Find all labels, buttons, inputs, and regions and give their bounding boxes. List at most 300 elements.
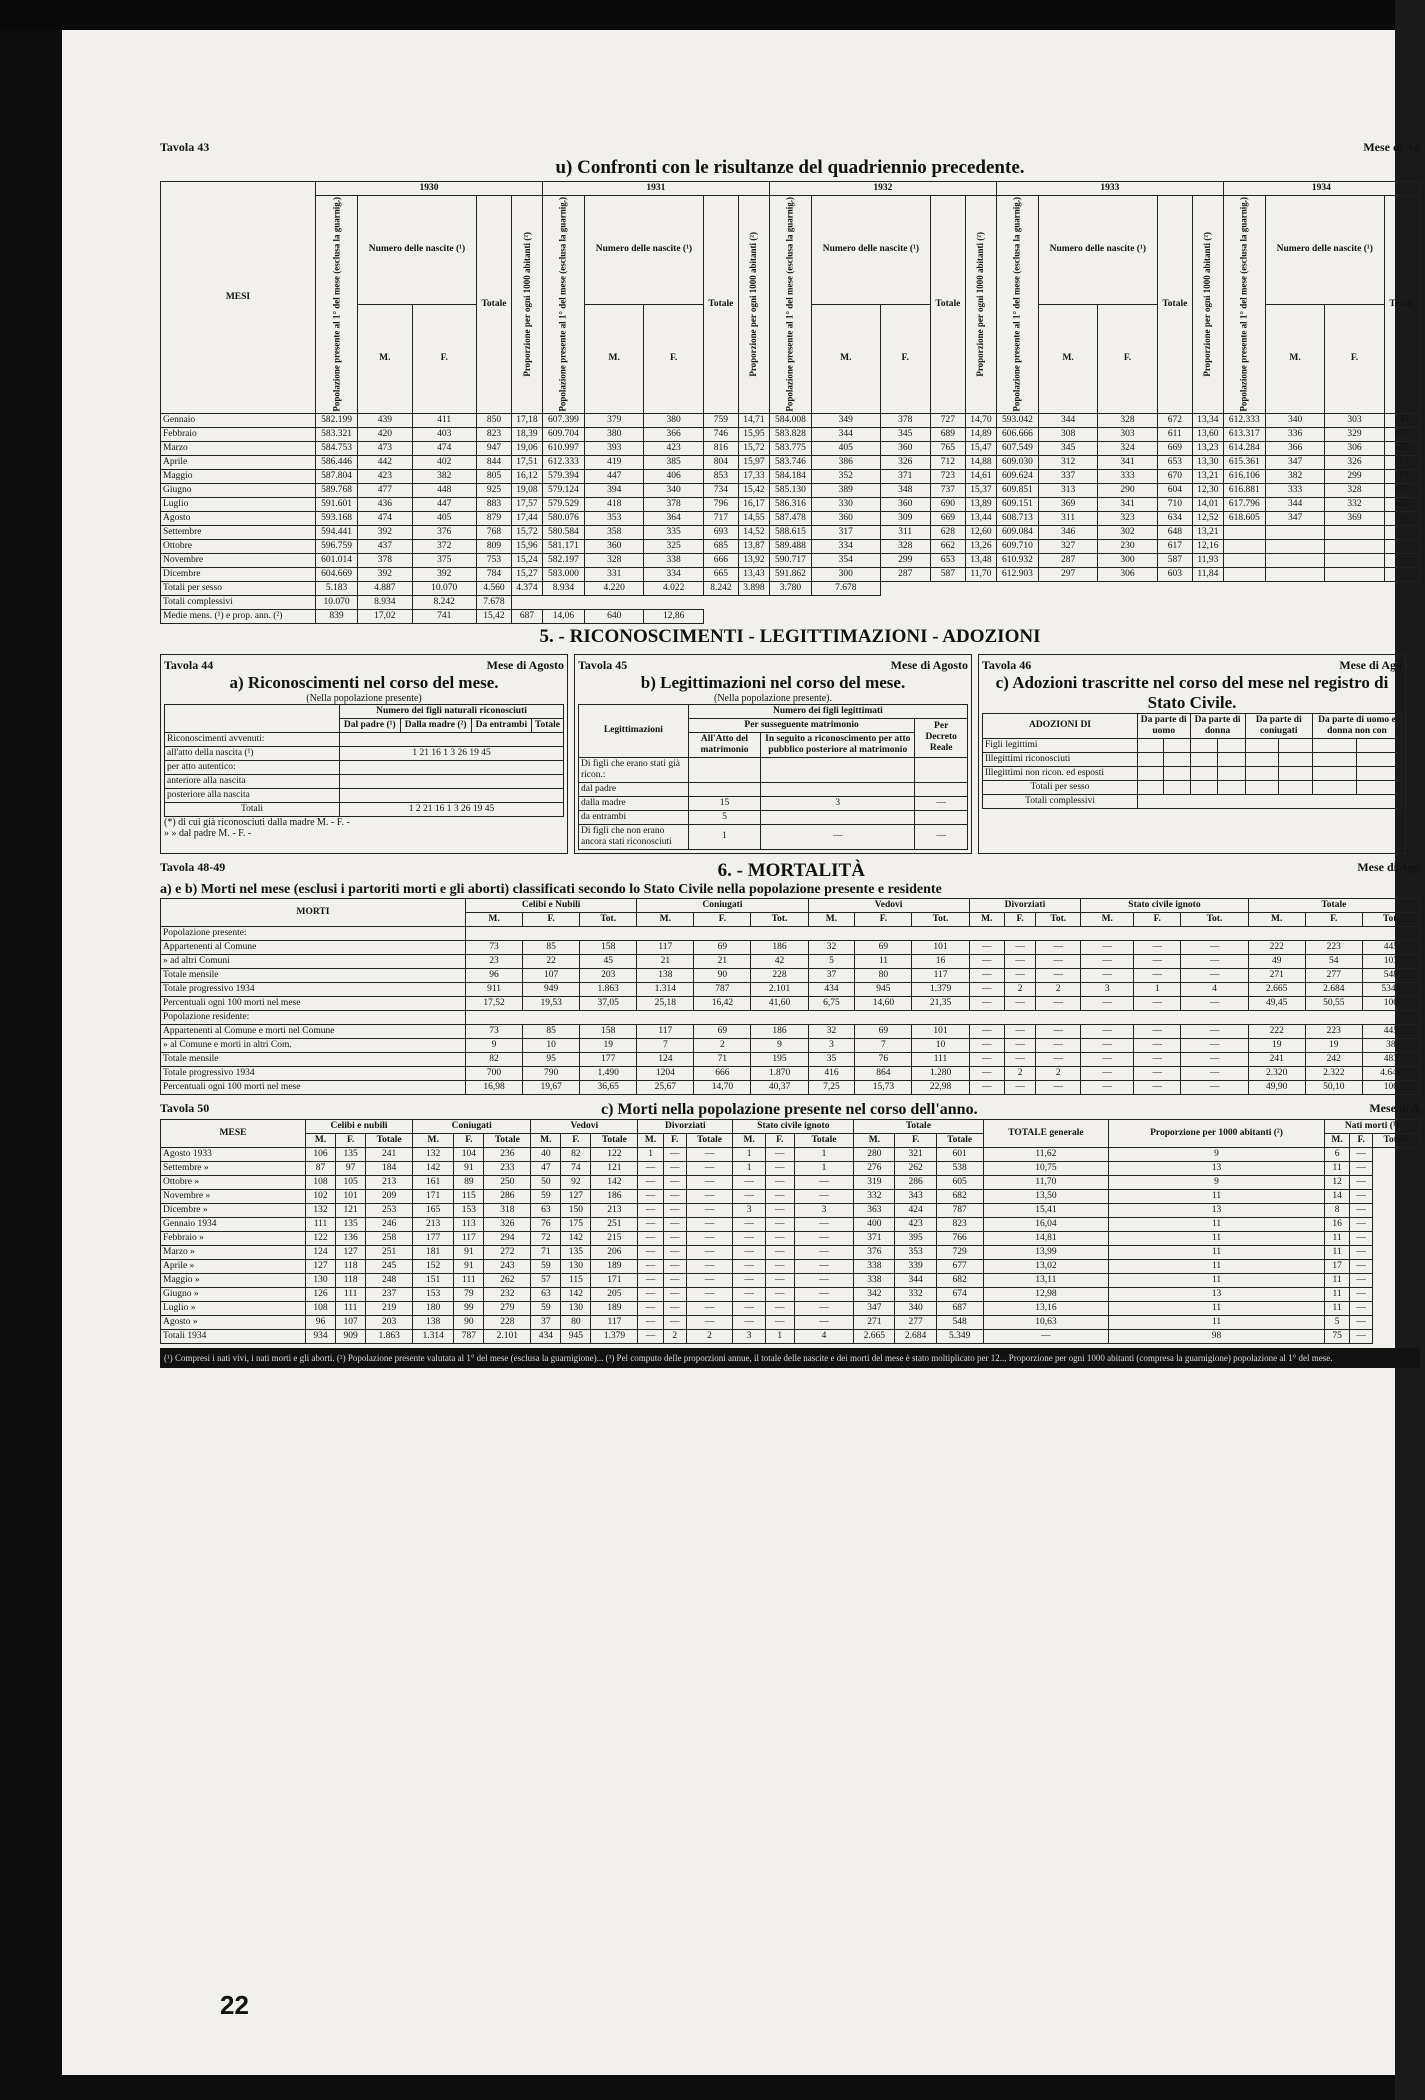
- u-cell: 589.488: [769, 539, 811, 553]
- u-cell: 358: [585, 525, 644, 539]
- u-tot-compl-cell: 7.678: [476, 595, 511, 609]
- u-cell: 344: [1265, 497, 1324, 511]
- u-cell: [1325, 539, 1384, 553]
- t50-cell: —: [765, 1203, 794, 1217]
- t50-cell: 13: [1109, 1203, 1325, 1217]
- t50-cell: —: [794, 1301, 854, 1315]
- t50-cell: 118: [336, 1259, 366, 1273]
- u-cell: 12,60: [965, 525, 996, 539]
- t50-cell: 605: [936, 1175, 983, 1189]
- u-cell: 723: [930, 469, 965, 483]
- m-cell: 10: [523, 1038, 580, 1052]
- m-group: Vedovi: [808, 898, 969, 912]
- m-cell: —: [1134, 968, 1181, 982]
- m-cell: 124: [637, 1052, 694, 1066]
- t50-cell: —: [765, 1273, 794, 1287]
- t50-cell: —: [1350, 1231, 1373, 1245]
- u-cell: 648: [1157, 525, 1192, 539]
- u-cell: 581.171: [542, 539, 584, 553]
- u-medie-cell: 14,06: [542, 609, 584, 623]
- u-cell: 19,06: [512, 441, 543, 455]
- u-cell: 609.151: [996, 497, 1038, 511]
- m-cell: 158: [580, 1024, 637, 1038]
- t50-tot-cell: 1.314: [413, 1329, 454, 1343]
- t50-sub: F.: [454, 1133, 484, 1147]
- u-cell: 15,27: [512, 567, 543, 581]
- u-cell: 393: [585, 441, 644, 455]
- t50-cell: 153: [454, 1203, 484, 1217]
- t50-cell: —: [686, 1287, 733, 1301]
- t50-cell: —: [733, 1287, 765, 1301]
- u-cell: 612.333: [542, 455, 584, 469]
- m-cell: —: [1004, 1024, 1035, 1038]
- u-cell: 306: [1098, 567, 1157, 581]
- u-cell: 378: [358, 553, 413, 567]
- m-cell: 222: [1248, 1024, 1305, 1038]
- u-month: Ottobre: [161, 539, 316, 553]
- u-cell: 418: [585, 497, 644, 511]
- t50-cell: —: [638, 1161, 664, 1175]
- t50-tot-cell: 945: [561, 1329, 591, 1343]
- m-cell: —: [1004, 940, 1035, 954]
- t50-cell: 9: [1109, 1175, 1325, 1189]
- m-cell: 21,35: [912, 996, 969, 1010]
- u-cell: 369: [1325, 511, 1384, 525]
- u-cell: 717: [703, 511, 738, 525]
- u-cell: 380: [644, 413, 703, 427]
- t50-cell: 787: [936, 1203, 983, 1217]
- t50-cell: 115: [561, 1273, 591, 1287]
- col-m-1: M.: [585, 304, 644, 413]
- u-cell: 669: [1157, 441, 1192, 455]
- u-cell: 670: [1157, 469, 1192, 483]
- t50-cell: 40: [531, 1147, 561, 1161]
- t50-tot-label: Totali 1934: [161, 1329, 306, 1343]
- t50-cell: —: [663, 1301, 686, 1315]
- u-head-row2: [161, 196, 1420, 305]
- t50-cell: —: [638, 1217, 664, 1231]
- u-cell: 474: [358, 511, 413, 525]
- u-cell: 380: [585, 427, 644, 441]
- u-cell: 15,96: [512, 539, 543, 553]
- m-cell: 787: [694, 982, 751, 996]
- t50-sub: F.: [561, 1133, 591, 1147]
- t50-cell: 186: [591, 1189, 638, 1203]
- u-cell: 334: [644, 567, 703, 581]
- t50-month: Febbraio »: [161, 1231, 306, 1245]
- u-cell: 604.669: [316, 567, 358, 581]
- u-cell: 628: [930, 525, 965, 539]
- t44-col-totale: Totale: [531, 718, 563, 732]
- m-cell: 36,65: [580, 1080, 637, 1094]
- m-row: [161, 940, 1420, 954]
- u-cell: 844: [476, 455, 511, 469]
- t50-cell: 6: [1324, 1147, 1350, 1161]
- t50-cell: 371: [854, 1231, 895, 1245]
- m-cell: 40,37: [751, 1080, 808, 1094]
- t50-cell: —: [765, 1147, 794, 1161]
- m-cell: —: [1134, 1052, 1181, 1066]
- t50-cell: 124: [306, 1245, 336, 1259]
- u-cell: 584.184: [769, 469, 811, 483]
- t50-cell: 11: [1109, 1189, 1325, 1203]
- u-tot-sesso-cell: 3.780: [769, 581, 811, 595]
- t50-cell: 87: [306, 1161, 336, 1175]
- t50-group: Divorziati: [638, 1119, 733, 1133]
- table-mortalita: [160, 898, 1420, 1095]
- u-month: Dicembre: [161, 567, 316, 581]
- t45-title: b) Legittimazioni nel corso del mese.: [640, 672, 906, 692]
- t50-cell: 1: [733, 1147, 765, 1161]
- t50-cell: 71: [531, 1245, 561, 1259]
- u-cell: 588.615: [769, 525, 811, 539]
- t50-cell: 138: [413, 1315, 454, 1329]
- u-cell: 617: [1157, 539, 1192, 553]
- u-cell: 382: [1265, 469, 1324, 483]
- m-cell: 11: [855, 954, 912, 968]
- t50-cell: —: [733, 1301, 765, 1315]
- t50-cell: —: [663, 1175, 686, 1189]
- u-row: [161, 525, 1420, 539]
- col-f-4: F.: [1325, 304, 1384, 413]
- t46-row0: Figli legittimi: [983, 738, 1138, 752]
- t50-cell: 276: [854, 1161, 895, 1175]
- t50-cell: 11: [1109, 1301, 1325, 1315]
- t50-body: [161, 1147, 1420, 1343]
- t50-cell: 59: [531, 1189, 561, 1203]
- t46-tsesso: Totali per sesso: [983, 780, 1138, 794]
- m-cell: —: [1181, 1080, 1248, 1094]
- t50-cell: 318: [484, 1203, 531, 1217]
- u-cell: 15,42: [738, 483, 769, 497]
- t50-cell: 286: [484, 1189, 531, 1203]
- t46-col1: Da parte di donna: [1190, 713, 1245, 738]
- u-cell: 349: [811, 413, 880, 427]
- u-tot-sesso-cell: 4.560: [476, 581, 511, 595]
- u-cell: 12,30: [1192, 483, 1223, 497]
- t50-cell: 105: [336, 1175, 366, 1189]
- u-cell: 371: [880, 469, 930, 483]
- u-cell: 347: [1265, 511, 1324, 525]
- m-sub: Tot.: [1362, 912, 1419, 926]
- t50-group: Stato civile ignoto: [733, 1119, 854, 1133]
- t50-cell: 213: [591, 1203, 638, 1217]
- m-row: [161, 926, 1420, 940]
- m-cell: 76: [855, 1052, 912, 1066]
- col-tot-2: Totale: [930, 196, 965, 414]
- m-cell: 49,90: [1248, 1080, 1305, 1094]
- m-cell: 69: [855, 1024, 912, 1038]
- t50-cell: 175: [561, 1217, 591, 1231]
- t50-cell: 682: [936, 1273, 983, 1287]
- t50-cell: 538: [936, 1161, 983, 1175]
- t50-group: Celibi e nubili: [306, 1119, 413, 1133]
- t50-cell: 130: [561, 1301, 591, 1315]
- year-1933: 1933: [996, 182, 1223, 196]
- u-cell: 583.000: [542, 567, 584, 581]
- t50-cell: 37: [531, 1315, 561, 1329]
- u-cell: 477: [358, 483, 413, 497]
- u-cell: 16,12: [512, 469, 543, 483]
- t50-cell: 277: [895, 1315, 936, 1329]
- u-cell: 345: [880, 427, 930, 441]
- m-cell: —: [1036, 1080, 1081, 1094]
- t50-cell: —: [1350, 1273, 1373, 1287]
- t50-cell: 14,81: [983, 1231, 1109, 1245]
- m-cell: 117: [637, 1024, 694, 1038]
- t50-cell: 79: [454, 1287, 484, 1301]
- t50-cell: 151: [413, 1273, 454, 1287]
- t50-cell: —: [663, 1259, 686, 1273]
- t50-month: Gennaio 1934: [161, 1217, 306, 1231]
- m-sub: F.: [694, 912, 751, 926]
- u-cell: 402: [412, 455, 476, 469]
- u-cell: 290: [1098, 483, 1157, 497]
- u-cell: 14,55: [738, 511, 769, 525]
- m-cell: 14,60: [855, 996, 912, 1010]
- u-cell: 737: [930, 483, 965, 497]
- m-cell: 945: [855, 982, 912, 996]
- t50-cell: 117: [591, 1315, 638, 1329]
- t50-cell: 12: [1324, 1175, 1350, 1189]
- m-cell: 5349: [1362, 982, 1419, 996]
- u-cell: 311: [1038, 511, 1097, 525]
- t50-cell: 262: [895, 1161, 936, 1175]
- t44-r2-values: 1 21 16 1 3 26 19 45: [340, 746, 564, 760]
- u-row: [161, 469, 1420, 483]
- m-cell: —: [1036, 1024, 1081, 1038]
- col-pop-0: Popolazione presente al 1° del mese (esclusa la guarnig.): [316, 196, 358, 414]
- u-tot-compl-cell: 8.242: [412, 595, 476, 609]
- u-cell: 334: [811, 539, 880, 553]
- m-cell: 4.642: [1362, 1066, 1419, 1080]
- u-cell: 439: [358, 413, 413, 427]
- t50-cell: 11: [1109, 1273, 1325, 1287]
- u-cell: 587: [930, 567, 965, 581]
- t50-cell: 343: [895, 1189, 936, 1203]
- m-cell: 73: [466, 940, 523, 954]
- m-cell: 49,45: [1248, 996, 1305, 1010]
- m-cell: 69: [855, 940, 912, 954]
- t50-cell: 11: [1109, 1217, 1325, 1231]
- m-cell: 271: [1248, 968, 1305, 982]
- m-cell: 35: [808, 1052, 855, 1066]
- u-cell: 406: [644, 469, 703, 483]
- t50-cell: —: [686, 1189, 733, 1203]
- t50-cell: —: [765, 1315, 794, 1329]
- m-cell: 6,75: [808, 996, 855, 1010]
- u-cell: 17,33: [738, 469, 769, 483]
- t50-cell: —: [686, 1273, 733, 1287]
- m-group: Stato civile ignoto: [1081, 898, 1248, 912]
- t50-cell: —: [638, 1259, 664, 1273]
- t50-cell: 17: [1324, 1259, 1350, 1273]
- m-cell: 9: [466, 1038, 523, 1052]
- t50-cell: 50: [531, 1175, 561, 1189]
- t45-c3: Per Decreto Reale: [915, 718, 968, 757]
- u-cell: 287: [880, 567, 930, 581]
- m-cell: 2: [1004, 1066, 1035, 1080]
- m-cell: —: [1081, 1024, 1134, 1038]
- m-cell: —: [1036, 954, 1081, 968]
- m-sub: M.: [1248, 912, 1305, 926]
- t50-tot-cell: 3: [733, 1329, 765, 1343]
- t50-cell: 339: [895, 1259, 936, 1273]
- t50-group: Vedovi: [531, 1119, 638, 1133]
- mese-label: Mese di Ag: [1363, 140, 1420, 154]
- u-cell: 352: [811, 469, 880, 483]
- t50-group: TOTALE generale: [983, 1119, 1109, 1147]
- u-cell: 366: [644, 427, 703, 441]
- u-cell: 437: [358, 539, 413, 553]
- u-cell: [1223, 539, 1265, 553]
- u-cell: 583.828: [769, 427, 811, 441]
- m-cell: 2: [1036, 982, 1081, 996]
- t44-r2: all'atto della nascita (¹): [165, 746, 340, 760]
- sec6-title: 6. - MORTALITÀ: [717, 859, 865, 881]
- t50-cell: 135: [336, 1147, 366, 1161]
- t50-cell: 280: [854, 1147, 895, 1161]
- m-sub: M.: [969, 912, 1004, 926]
- u-cell: 382: [412, 469, 476, 483]
- m-row: [161, 954, 1420, 968]
- t50-cell: —: [686, 1203, 733, 1217]
- u-cell: 354: [811, 553, 880, 567]
- u-cell: 405: [412, 511, 476, 525]
- m-cell: 186: [751, 940, 808, 954]
- u-cell: 609.704: [542, 427, 584, 441]
- u-tot-sesso-cell: 4.887: [358, 581, 413, 595]
- m-group: Celibi e Nubili: [466, 898, 637, 912]
- t50-mese: Mese di A: [1369, 1100, 1420, 1115]
- m-cell: 2.684: [1305, 982, 1362, 996]
- t50-cell: —: [1350, 1217, 1373, 1231]
- t50-cell: 153: [413, 1287, 454, 1301]
- m-cell: 16,98: [466, 1080, 523, 1094]
- u-cell: 448: [412, 483, 476, 497]
- t50-cell: 142: [413, 1161, 454, 1175]
- u-cell: 616.106: [1223, 469, 1265, 483]
- u-month: Giugno: [161, 483, 316, 497]
- m-cell: 32: [808, 1024, 855, 1038]
- u-cell: 340: [644, 483, 703, 497]
- u-cell: 672: [1157, 413, 1192, 427]
- t50-mese-label: MESE: [161, 1119, 306, 1147]
- m-cell: —: [1181, 1052, 1248, 1066]
- u-month: Aprile: [161, 455, 316, 469]
- u-cell: 609.030: [996, 455, 1038, 469]
- t50-cell: 279: [484, 1301, 531, 1315]
- u-cell: 665: [1384, 427, 1419, 441]
- u-cell: 15,47: [965, 441, 996, 455]
- m-cell: 186: [751, 1024, 808, 1038]
- u-cell: 385: [644, 455, 703, 469]
- t50-cell: 13: [1109, 1287, 1325, 1301]
- morti-label: MORTI: [161, 898, 466, 926]
- t44-title: a) Riconoscimenti nel corso del mese.: [229, 672, 499, 692]
- t50-cell: 11,62: [983, 1147, 1109, 1161]
- u-cell: 325: [644, 539, 703, 553]
- u-month: Marzo: [161, 441, 316, 455]
- u-row: [161, 441, 1420, 455]
- t44-r4: anteriore alla nascita: [165, 774, 340, 788]
- m-cell: —: [1004, 1080, 1035, 1094]
- u-cell: 348: [880, 483, 930, 497]
- t44-mese: Mese di Agosto: [486, 657, 564, 672]
- table-t50: [160, 1119, 1420, 1344]
- t50-cell: —: [765, 1245, 794, 1259]
- m-cell: 1.280: [912, 1066, 969, 1080]
- t45-subtitle: (Nella popolazione presente).: [713, 692, 832, 704]
- t50-cell: 11: [1324, 1301, 1350, 1315]
- u-cell: 589.768: [316, 483, 358, 497]
- t50-cell: 286: [895, 1175, 936, 1189]
- m-cell: —: [1134, 1038, 1181, 1052]
- m-cell: —: [969, 1038, 1004, 1052]
- u-cell: 653: [930, 553, 965, 567]
- u-tot-sesso-cell: 7.678: [811, 581, 880, 595]
- m-cell: 21: [637, 954, 694, 968]
- m-cell: 37,05: [580, 996, 637, 1010]
- u-cell: 596.759: [316, 539, 358, 553]
- t50-cell: —: [1350, 1315, 1373, 1329]
- t50-cell: 251: [366, 1245, 413, 1259]
- m-cell: 2.101: [751, 982, 808, 996]
- t50-cell: 111: [336, 1287, 366, 1301]
- u-cell: 337: [1038, 469, 1097, 483]
- u-cell: 299: [1325, 469, 1384, 483]
- m-cell: 90: [694, 968, 751, 982]
- u-cell: 473: [358, 441, 413, 455]
- u-cell: [1384, 567, 1419, 581]
- m-cell: 19: [1248, 1038, 1305, 1052]
- t50-cell: —: [794, 1315, 854, 1329]
- m-cell: 117: [912, 968, 969, 982]
- u-cell: 423: [644, 441, 703, 455]
- t50-cell: 344: [895, 1273, 936, 1287]
- u-cell: 591.862: [769, 567, 811, 581]
- t50-cell: 15,41: [983, 1203, 1109, 1217]
- u-cell: 12,52: [1192, 511, 1223, 525]
- u-tot-sesso-cell: 5.183: [316, 581, 358, 595]
- u-cell: 328: [585, 553, 644, 567]
- col-f-0: F.: [412, 304, 476, 413]
- m-cell: 1.490: [580, 1066, 637, 1080]
- u-tot-sesso: [161, 581, 1420, 595]
- t50-tot-cell: —: [983, 1329, 1109, 1343]
- m-sub: F.: [1134, 912, 1181, 926]
- t50-cell: 127: [561, 1189, 591, 1203]
- header: [160, 140, 1420, 155]
- u-cell: 612.333: [1223, 413, 1265, 427]
- m-cell: 19: [1305, 1038, 1362, 1052]
- tavola-43-label: Tavola 43: [160, 140, 210, 154]
- u-medie-cell: 687: [512, 609, 543, 623]
- u-cell: 606.666: [996, 427, 1038, 441]
- u-cell: 13,21: [1192, 469, 1223, 483]
- m-cell: 949: [523, 982, 580, 996]
- t50-tot-cell: 934: [306, 1329, 336, 1343]
- m-cell: 50,55: [1305, 996, 1362, 1010]
- t50-cell: 152: [413, 1259, 454, 1273]
- t50-cell: 72: [531, 1231, 561, 1245]
- t50-cell: 63: [531, 1287, 561, 1301]
- t50-cell: 142: [561, 1287, 591, 1301]
- u-cell: 312: [1038, 455, 1097, 469]
- t44-r1: Riconoscimenti avvenuti:: [165, 732, 340, 746]
- t45-tav: Tavola 45: [578, 657, 628, 672]
- m-row: [161, 996, 1420, 1010]
